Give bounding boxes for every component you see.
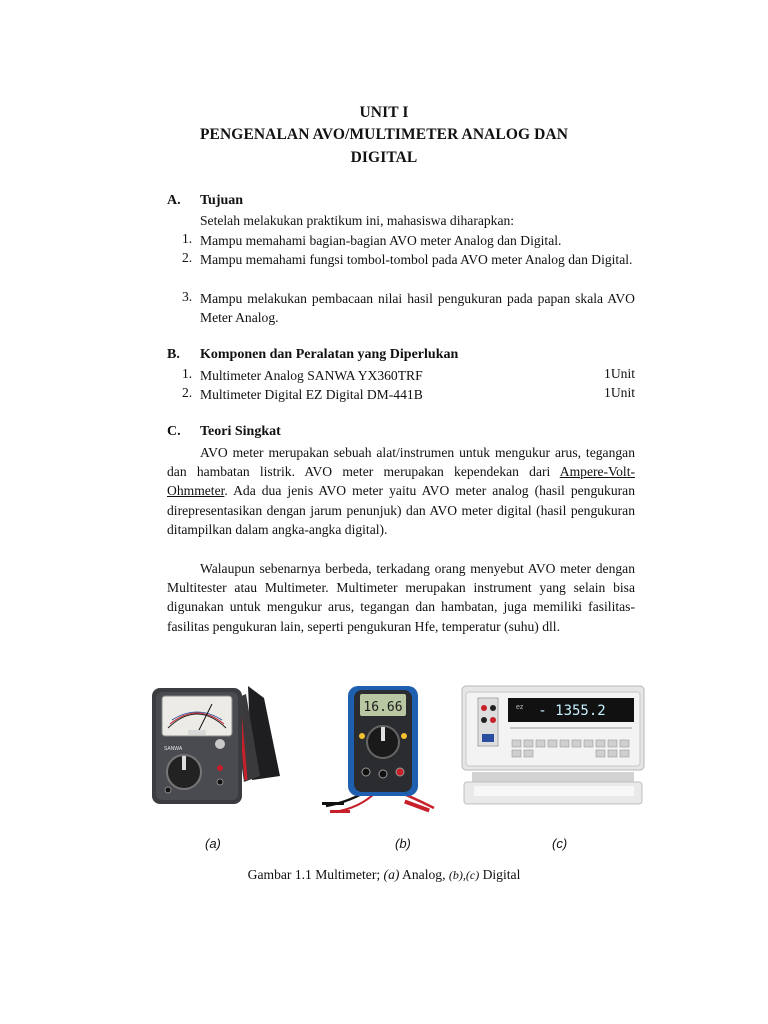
figure-label-a: (a) [205, 836, 221, 851]
svg-text:SANWA: SANWA [164, 746, 183, 752]
bench-brand-logo: ez [516, 704, 524, 711]
section-b-title: Komponen dan Peralatan yang Diperlukan [200, 347, 459, 362]
caption-bc: (b),(c) [448, 868, 480, 882]
section-a-letter: A. [167, 193, 181, 208]
equipment-quantity: 1Unit [604, 366, 635, 381]
objective-item: Mampu melakukan pembacaan nilai hasil pengukuran pada papan skala AVO Meter Analog. [200, 291, 635, 325]
section-a-intro: Setelah melakukan praktikum ini, mahasiswa diharapkan: [200, 213, 515, 228]
objective-number: 1. [182, 231, 193, 246]
equipment-quantity: 1Unit [604, 385, 635, 400]
figure-label-c: (c) [552, 836, 568, 851]
figure-label-b: (b) [395, 836, 411, 851]
section-c-letter: C. [167, 424, 181, 439]
ampere-volt-ohmmeter-term: Ampere-Volt-Ohmmeter [167, 464, 635, 499]
caption-prefix: Gambar 1.1 Multimeter; [247, 867, 384, 882]
paragraph-text: AVO meter merupakan sebuah alat/instrumen untuk mengukur arus, tegangan dan hambatan listrik. AVO meter merupakan kependekan dari [167, 445, 635, 480]
section-a-title: Tujuan [200, 193, 244, 208]
equipment-number: 1. [182, 366, 193, 381]
paragraph-text: . Ada dua jenis AVO meter yaitu AVO meter analog (hasil pengukuran direpresentasikan dengan jarum penunjuk) dan AVO meter digital (hasil pengukuran ditampilkan dalam angka-angka digital). [167, 483, 635, 537]
unit-title: UNIT I [359, 104, 409, 121]
caption-digital: Digital [479, 867, 521, 882]
caption-a: (a) [383, 867, 400, 882]
objective-item: Mampu memahami fungsi tombol-tombol pada AVO meter Analog dan Digital. [200, 252, 633, 267]
theory-paragraph-2 [167, 559, 635, 636]
objective-number: 2. [182, 250, 193, 265]
section-b-letter: B. [167, 347, 180, 362]
handheld-display-reading: 16.66 [363, 700, 403, 715]
paragraph-text: Walaupun sebenarnya berbeda, terkadang orang menyebut AVO meter dengan Multitester atau Multimeter. Multimeter merupakan instrument yang selain bisa digunakan untuk mengukur arus, tegangan dan hambatan, juga memiliki fasilitas-fasilitas pengukuran lain, seperti pengukuran Hfe, temperatur (suhu) dll. [167, 561, 635, 634]
handheld-digital-multimeter-image [320, 684, 440, 818]
equipment-item: Multimeter Analog SANWA YX360TRF [200, 368, 423, 383]
chapter-title-line-1: PENGENALAN AVO/MULTIMETER ANALOG DAN [199, 126, 569, 143]
figure-caption [0, 867, 768, 883]
equipment-number: 2. [182, 385, 193, 400]
analog-multimeter-image [148, 680, 283, 808]
chapter-title-line-2: DIGITAL [350, 149, 418, 166]
equipment-item: Multimeter Digital EZ Digital DM-441B [200, 387, 423, 402]
theory-paragraph-1 [167, 443, 635, 539]
caption-analog: Analog, [399, 867, 449, 882]
objective-item: Mampu memahami bagian-bagian AVO meter Analog dan Digital. [200, 233, 562, 248]
bench-digital-multimeter-image [460, 682, 646, 808]
section-c-title: Teori Singkat [200, 424, 281, 439]
objective-number: 3. [182, 289, 193, 304]
bench-display-reading: - 1355.2 [538, 703, 606, 719]
